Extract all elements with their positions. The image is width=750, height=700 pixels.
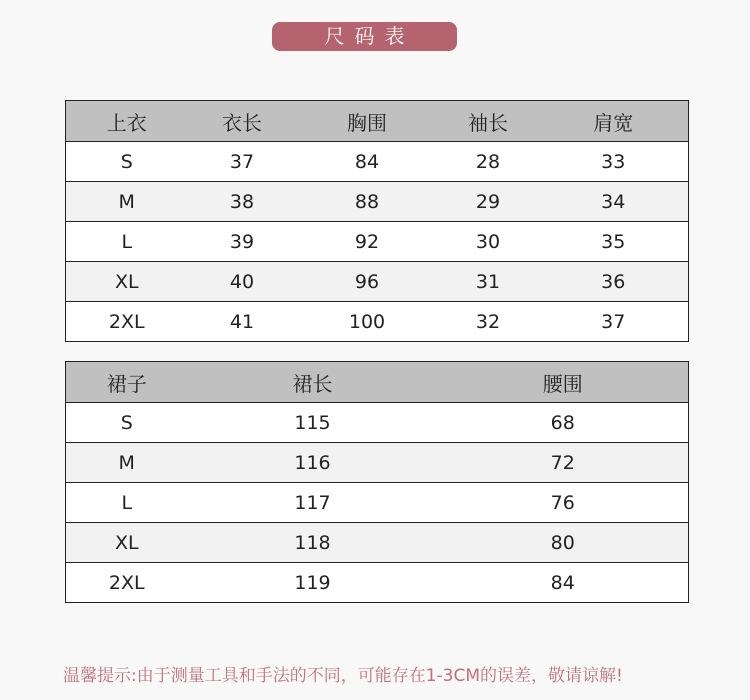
table-cell: 96 bbox=[297, 262, 438, 302]
table-row bbox=[66, 182, 689, 222]
table-cell: 116 bbox=[188, 443, 438, 483]
table-cell: 36 bbox=[539, 262, 689, 302]
table-cell: 30 bbox=[438, 222, 539, 262]
table-row bbox=[66, 443, 689, 483]
table-cell: 92 bbox=[297, 222, 438, 262]
table-row bbox=[66, 222, 689, 262]
table-cell: 37 bbox=[539, 302, 689, 342]
top-size-table bbox=[65, 100, 689, 342]
table-cell: 35 bbox=[539, 222, 689, 262]
table-header-row bbox=[66, 362, 689, 403]
table-cell: 84 bbox=[438, 563, 689, 603]
size-cell: 2XL bbox=[66, 302, 188, 342]
table-cell: 39 bbox=[188, 222, 297, 262]
table-row bbox=[66, 403, 689, 443]
table-row bbox=[66, 302, 689, 342]
table-cell: 118 bbox=[188, 523, 438, 563]
table-row bbox=[66, 483, 689, 523]
size-cell: L bbox=[66, 222, 188, 262]
table-cell: 34 bbox=[539, 182, 689, 222]
table-row bbox=[66, 142, 689, 182]
table-cell: 68 bbox=[438, 403, 689, 443]
table-row bbox=[66, 262, 689, 302]
size-cell: L bbox=[66, 483, 188, 523]
header-cell: 胸围 bbox=[297, 101, 438, 142]
size-cell: S bbox=[66, 403, 188, 443]
skirt-size-table bbox=[65, 361, 689, 603]
table-header-row bbox=[66, 101, 689, 142]
table-cell: 119 bbox=[188, 563, 438, 603]
table-cell: 115 bbox=[188, 403, 438, 443]
table-cell: 32 bbox=[438, 302, 539, 342]
size-cell: 2XL bbox=[66, 563, 188, 603]
table-cell: 80 bbox=[438, 523, 689, 563]
table-cell: 29 bbox=[438, 182, 539, 222]
size-cell: S bbox=[66, 142, 188, 182]
header-cell: 衣长 bbox=[188, 101, 297, 142]
size-cell: M bbox=[66, 443, 188, 483]
size-chart-title: 尺码表 bbox=[272, 22, 457, 51]
size-cell: XL bbox=[66, 262, 188, 302]
table-cell: 84 bbox=[297, 142, 438, 182]
table-cell: 72 bbox=[438, 443, 689, 483]
header-cell: 裙子 bbox=[66, 362, 188, 403]
table-cell: 31 bbox=[438, 262, 539, 302]
table-cell: 117 bbox=[188, 483, 438, 523]
table-cell: 33 bbox=[539, 142, 689, 182]
header-cell: 裙长 bbox=[188, 362, 438, 403]
table-cell: 41 bbox=[188, 302, 297, 342]
table-row bbox=[66, 523, 689, 563]
size-cell: M bbox=[66, 182, 188, 222]
header-cell: 袖长 bbox=[438, 101, 539, 142]
table-cell: 40 bbox=[188, 262, 297, 302]
table-cell: 37 bbox=[188, 142, 297, 182]
header-cell: 上衣 bbox=[66, 101, 188, 142]
table-cell: 38 bbox=[188, 182, 297, 222]
header-cell: 腰围 bbox=[438, 362, 689, 403]
table-cell: 88 bbox=[297, 182, 438, 222]
header-cell: 肩宽 bbox=[539, 101, 689, 142]
size-cell: XL bbox=[66, 523, 188, 563]
table-cell: 100 bbox=[297, 302, 438, 342]
table-row bbox=[66, 563, 689, 603]
table-cell: 76 bbox=[438, 483, 689, 523]
measurement-note: 温馨提示:由于测量工具和手法的不同，可能存在1-3CM的误差，敬请谅解! bbox=[63, 666, 623, 686]
table-cell: 28 bbox=[438, 142, 539, 182]
